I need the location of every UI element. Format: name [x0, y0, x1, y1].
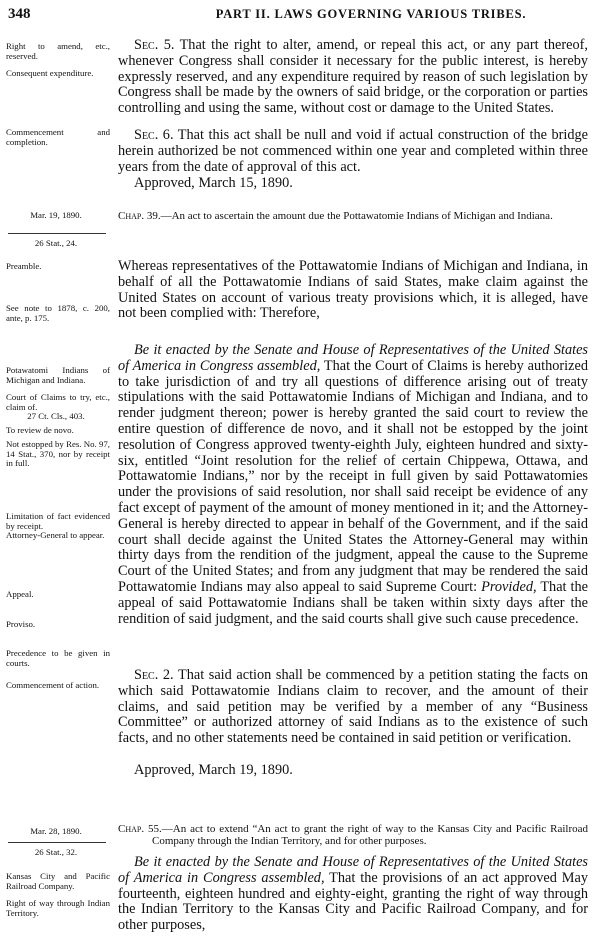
margin-date-chap39: Mar. 19, 1890. [30, 210, 82, 220]
chapter-39-heading [118, 210, 588, 222]
margin-note-commencement-action: Commencement of action. [6, 680, 100, 690]
margin-note-expenditure: Consequent expenditure. [6, 68, 94, 78]
margin-rule [8, 233, 106, 234]
margin-note-potawatomi: Potawatomi Indians of Michigan and Indiana. [6, 365, 110, 385]
section-text: That the provisions of an act approved May fourteenth, eighteen hundred and eighty-eight, granting the right of way through the Indian Territory to the Kansas City and Pacific Railroad Company, and for other purposes, [118, 869, 588, 934]
margin-note-court-of-claims: Court of Claims to try, etc., claim of. [6, 392, 110, 412]
margin-date-chap55: Mar. 28, 1890. [30, 826, 82, 836]
margin-note-preamble: Preamble. [6, 261, 42, 271]
margin-note-precedence: Precedence to be given in courts. [6, 648, 110, 668]
section-label: Sec. 6. [134, 127, 174, 143]
margin-note-right-to-amend: Right to amend, etc., reserved. [6, 41, 110, 61]
section-2-chap39 [118, 668, 588, 747]
section-text: That this act shall be null and void if actual construction of the bridge herein authorized be not commenced within one year and completed within three years from the date of approval of this act. [118, 127, 588, 175]
margin-note-limitation: Limitation of fact evidenced by receipt. [6, 511, 110, 531]
margin-note-attorney-general: Attorney-General to appear. [6, 530, 105, 540]
chapter-label: Chap. 39. [118, 210, 161, 222]
margin-note-commencement: Commencement and completion. [6, 127, 110, 147]
margin-stat-chap55: 26 Stat., 32. [34, 847, 78, 857]
chapter-title: —An act to ascertain the amount due the Pottawatomie Indians of Michigan and Indiana. [160, 210, 553, 222]
margin-stat-chap39: 26 Stat., 24. [34, 238, 78, 248]
page-number: 348 [8, 6, 31, 22]
section-text: That said action shall be commenced by a petition stating the facts on which said Pottawatomie Indians claim to recover, and the amount of their claims, and said petition may be verified by a member of any “Business Committee” or authorized attorney of said Indians as to the existence of such facts, and no other statements need be contained in said petition or verification. [118, 667, 588, 747]
margin-note-kansas-city: Kansas City and Pacific Railroad Company. [6, 871, 110, 891]
margin-note-not-estopped: Not estopped by Res. No. 97, 14 Stat., 370, nor by receipt in full. [6, 439, 110, 469]
provided-word: Provided, [481, 578, 537, 595]
chapter-label: Chap. 55. [118, 823, 162, 835]
chapter-title: —An act to extend “An act to grant the right of way to the Kansas City and Pacific Railroad Company through the Indian Territory, and for other purposes. [152, 823, 589, 847]
section-5 [118, 38, 588, 117]
margin-note-appeal: Appeal. [6, 589, 34, 599]
approved-line: Approved, March 15, 1890. [134, 175, 293, 191]
margin-note-proviso: Proviso. [6, 619, 36, 629]
section-label: Sec. 5. [134, 37, 175, 53]
section-text: That the appeal of said Pottawatomie Indians shall be taken within sixty days after the rendition of said judgment, and the said courts shall give such cause precedence. [118, 578, 588, 627]
chapter-55-heading [118, 823, 588, 847]
enacting-clause: Be it enacted by the Senate and House of Representatives of the United States of America in Congress assembled, [118, 342, 588, 374]
section-6 [118, 128, 588, 175]
margin-rule [8, 842, 106, 843]
page-header [8, 6, 594, 26]
section-1-chap55 [118, 855, 588, 934]
section-label: Sec. 2. [134, 667, 174, 683]
margin-note-right-of-way: Right of way through Indian Territory. [6, 898, 110, 918]
whereas-text: Whereas representatives of the Pottawatomie Indians of Michigan and Indiana, in behalf of all the Pottawatomie Indians of said States, make claim against the United States on account of various treaty provisions which, it is alleged, have not been complied with: Therefore, [118, 258, 588, 322]
enacting-clause: Be it enacted by the Senate and House of Representatives of the United States of America in Congress assembled, [118, 854, 588, 886]
running-title: PART II. LAWS GOVERNING VARIOUS TRIBES. [215, 7, 527, 21]
margin-note-ct-cls: 27 Ct. Cls., 403. [27, 411, 85, 421]
margin-note-review: To review de novo. [6, 425, 74, 435]
preamble-whereas [118, 259, 588, 322]
approved-line: Approved, March 19, 1890. [134, 762, 293, 778]
section-text: That the right to alter, amend, or repeal this act, or any part thereof, whenever Congress shall consider it necessary for the public interest, is hereby expressly reserved, and any expenditure required by reason of such legislation by Congress shall be made by the owners of said bridge, or the corporation or parties controlling and using the same, without cost or damage to the United States. [118, 37, 588, 117]
section-1-chap39 [118, 343, 588, 627]
section-text: That the Court of Claims is hereby authorized to take jurisdiction of and try all questions of difference arising out of treaty stipulations with the said Pottawatomie Indians of Michigan and Indiana, and to render judgment thereon; power is hereby granted the said court to review the entire question of difference de novo, and it shall not be estopped by the joint resolution of Congress approved twenty-eighth July, eighteen hundred and sixty-six, entitled “Joint resolution for the relief of certain Chippewa, Ottawa, and Pottawatomie Indians,” nor by the receipt in full given by said Pottawatomies under the provisions of said resolution, nor shall said receipt be evidence of any fact except of payment of the amount of money mentioned in it; and the Attorney-General is hereby directed to appear in behalf of the Government, and if the said court shall decide against the United States the Attorney-General may within thirty days from the rendition of the judgment, appeal the cause to the Supreme Court of the United States; and from any judgment that may be rendered the said Pottawatomie Indians may also appeal to said Supreme Court: [118, 357, 588, 595]
margin-note-see-note: See note to 1878, c. 200, ante, p. 175. [6, 303, 110, 323]
